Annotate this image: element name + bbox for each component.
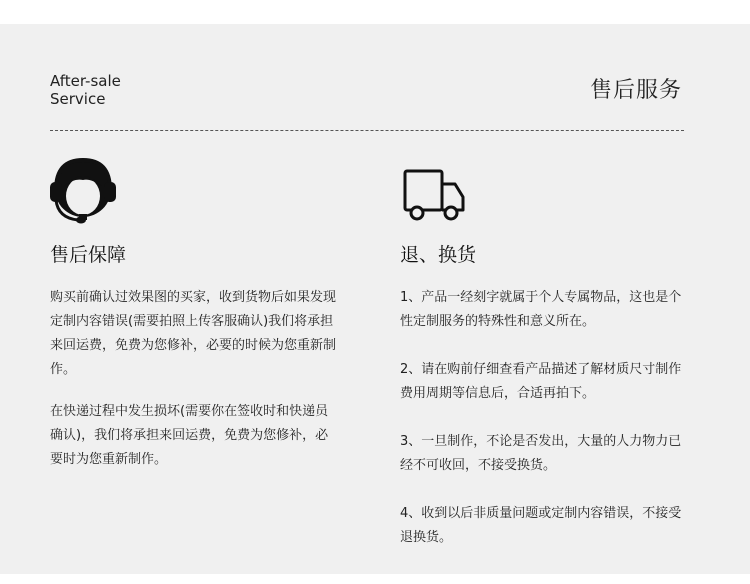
guarantee-heading: 售后保障 bbox=[50, 244, 127, 266]
headset-support-icon bbox=[50, 156, 340, 228]
english-title-line1: After-sale bbox=[50, 72, 121, 90]
english-title bbox=[50, 72, 121, 108]
return-rule-4: 4、收到以后非质量问题或定制内容错误，不接受退换货。 bbox=[400, 506, 682, 545]
delivery-truck-icon bbox=[400, 156, 690, 228]
after-sale-guarantee-section bbox=[50, 156, 340, 490]
chinese-title: 售后服务 bbox=[589, 78, 682, 103]
after-sale-panel bbox=[0, 24, 750, 574]
return-rule-2: 2、请在购前仔细查看产品描述了解材质尺寸制作费用周期等信息后，合适再拍下。 bbox=[400, 362, 682, 401]
return-rule-3: 3、一旦制作，不论是否发出，大量的人力物力已经不可收回，不接受换货。 bbox=[400, 434, 682, 473]
return-exchange-heading: 退、换货 bbox=[400, 244, 477, 266]
guarantee-paragraph-1: 购买前确认过效果图的买家，收到货物后如果发现定制内容错误(需要拍照上传客服确认)我们将承担来回运费，免费为您修补，必要的时候为您重新制作。 bbox=[50, 290, 337, 377]
guarantee-paragraph-2: 在快递过程中发生损坏(需要你在签收时和快递员确认)，我们将承担来回运费，免费为您修补，必要时为您重新制作。 bbox=[50, 404, 329, 467]
return-exchange-section bbox=[400, 156, 690, 574]
dashed-divider bbox=[50, 130, 684, 131]
return-rule-1: 1、产品一经刻字就属于个人专属物品，这也是个性定制服务的特殊性和意义所在。 bbox=[400, 290, 682, 329]
english-title-line2: Service bbox=[50, 90, 106, 108]
